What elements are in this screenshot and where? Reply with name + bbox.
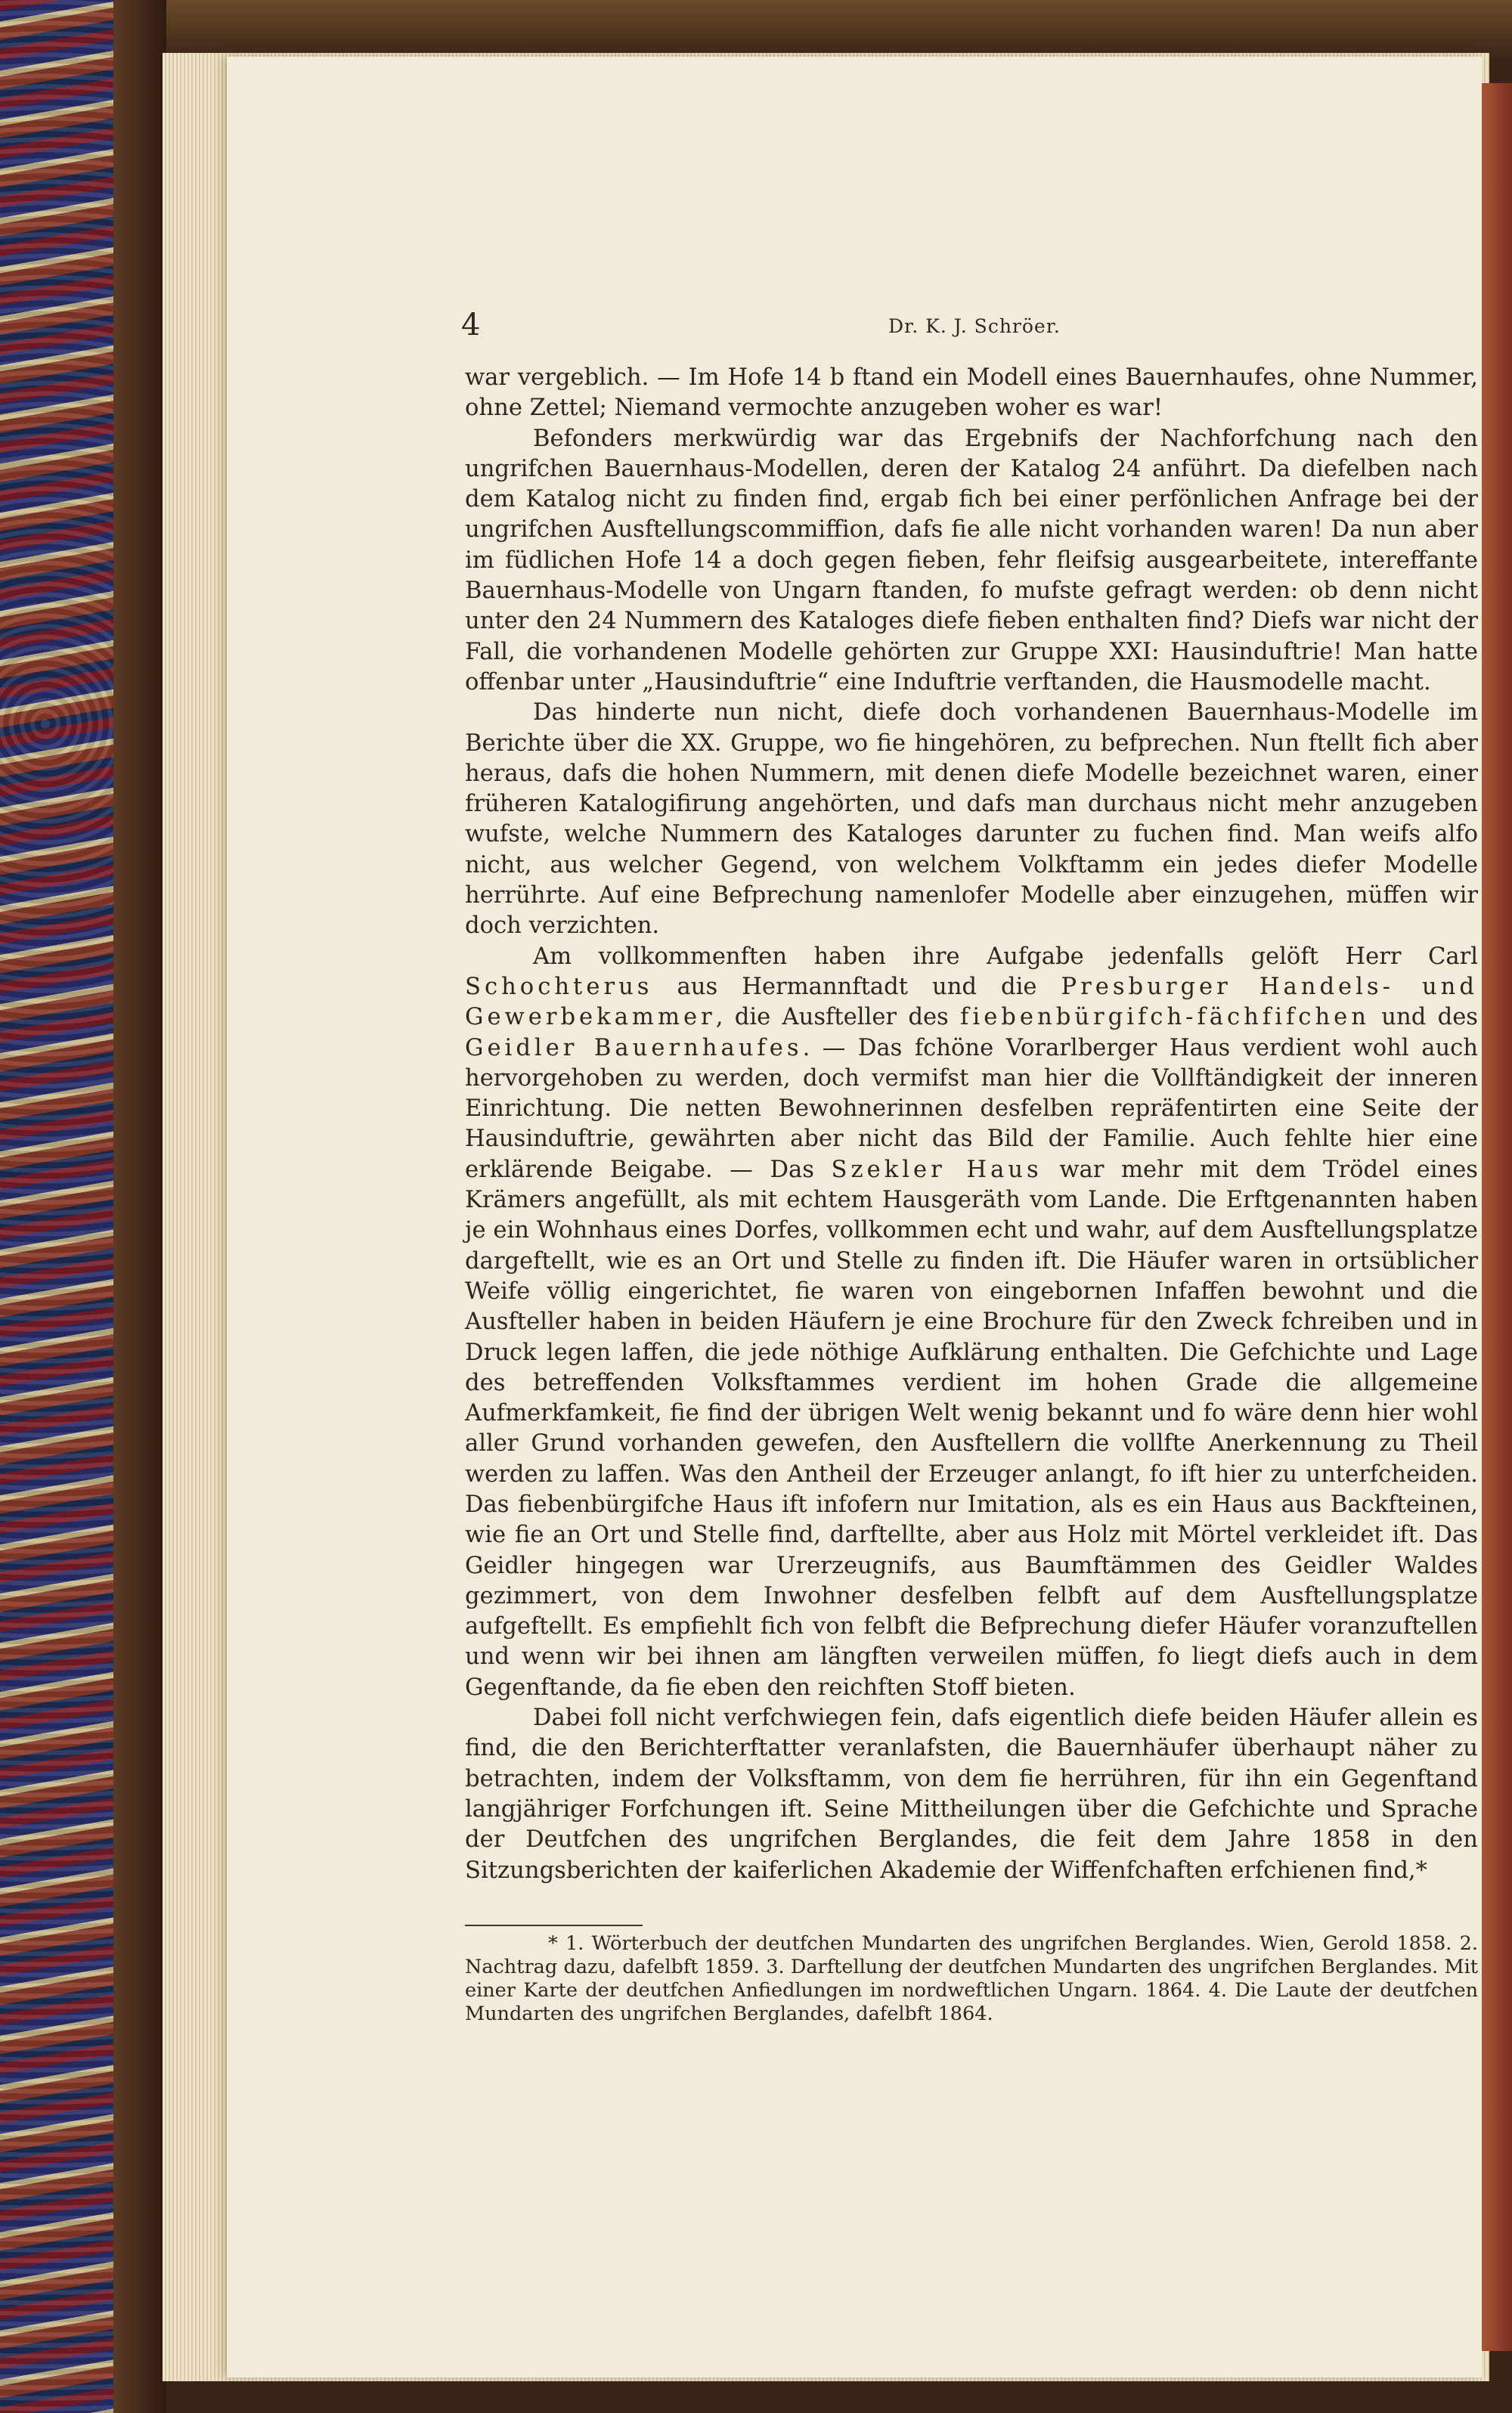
p4-text-e: . — Das fchöne Vorarlberger Haus verdient wohl auch hervorgehoben zu werden, doch vermifst man hier die Vollftändigkeit der inneren Einrichtung. Die netten Bewohnerinnen desfelben repräfentirten eine Seite der Hausinduftrie, gewährten aber nicht das Bild der Familie. Auch fehlte hier eine erklärende Beigabe. — Das bbox=[465, 1034, 1478, 1183]
running-title: Dr. K. J. Schröer. bbox=[888, 315, 1061, 337]
p4-name-geidler: Geidler Bauernhaufes bbox=[465, 1034, 803, 1061]
page-header bbox=[461, 306, 1066, 352]
page-number: 4 bbox=[461, 308, 481, 342]
p4-name-schochterus: Schochterus bbox=[465, 973, 653, 1000]
paragraph-2: Befonders merkwürdig war das Ergebnifs der Nachforfchung nach den ungrifchen Bauernhaus-Modellen, deren der Katalog 24 anführt. Da diefelben nach dem Katalog nicht zu finden find, ergab fich bei einer perfönlichen Anfrage bei der ungrifchen Ausftellungscommiffion, dafs fie alle nicht vorhanden waren! Da nun aber im füdlichen Hofe 14 a doch gegen fieben, fehr fleifsig ausgearbeitete, intereffante Bauernhaus-Modelle von Ungarn ftanden, fo mufste gefragt werden: ob denn nicht unter den 24 Nummern des Kataloges diefe fieben enthalten find? Diefs war nicht der Fall, die vorhandenen Modelle gehörten zur Gruppe XXI: Hausinduftrie! Man hatte offenbar unter „Hausinduftrie“ eine Induftrie verftanden, die Hausmodelle macht. bbox=[465, 425, 1478, 695]
paragraph-5: Dabei foll nicht verfchwiegen fein, dafs eigentlich diefe beiden Häufer allein es find, die den Berichterftatter veranlafsten, die Bauernhäufer überhaupt näher zu betrachten, indem der Volksftamm, von dem fie herrühren, für ihn ein Gegenftand langjähriger Forfchungen ift. Seine Mittheilungen über die Gefchichte und Sprache der Deutfchen des ungrifchen Berglandes, die feit dem Jahre 1858 in den Sitzungsberichten der kaiferlichen Akademie der Wiffenfchaften erfchienen find,* bbox=[465, 1705, 1478, 1884]
body-text bbox=[465, 363, 1478, 1886]
p4-text-c: , die Ausfteller des bbox=[715, 1004, 949, 1031]
footnote bbox=[465, 1932, 1478, 2026]
p4-text-d: und des bbox=[1381, 1004, 1478, 1031]
book-top-edge bbox=[0, 0, 1512, 60]
p4-name-szekler: Szekler Haus bbox=[831, 1156, 1043, 1183]
book-cover-right bbox=[1478, 83, 1512, 2351]
footnote-rule bbox=[465, 1925, 643, 1926]
paragraph-3: Das hinderte nun nicht, diefe doch vorhandenen Bauernhaus-Modelle im Berichte über die XX. Gruppe, wo fie hingehören, zu befprechen. Nun ftellt fich aber heraus, dafs die hohen Nummern, mit denen diefe Modelle bezeichnet waren, einer früheren Katalogifirung angehörten, und dafs man durchaus nicht mehr anzugeben wufste, welche Nummern des Kataloges darunter zu fuchen find. Man weifs alfo nicht, aus welcher Gegend, von welchem Volkftamm ein jedes diefer Modelle herrührte. Auf eine Befprechung namenlofer Modelle aber einzugehen, müffen wir doch verzichten. bbox=[465, 699, 1478, 940]
p4-name-presburger: Presburger Handels- und Gewerbekammer bbox=[465, 973, 1478, 1031]
p4-text-a: Am vollkommenften haben ihre Aufgabe jedenfalls gelöft Herr Carl bbox=[533, 943, 1478, 970]
p4-text-f: war mehr mit dem Trödel eines Krämers angefüllt, als mit echtem Hausgeräth vom Lande. Die Erftgenannten haben je ein Wohnhaus eines Dorfes, vollkommen echt und wahr, auf dem Ausftellungsplatze dargeftellt, wie es an Ort und Stelle zu finden ift. Die Häufer waren in ortsüblicher Weife völlig eingerichtet, fie waren von eingebornen Infaffen bewohnt und die Ausfteller haben in beiden Häufern je eine Brochure für den Zweck fchreiben und in Druck legen laffen, die jede nöthige Aufklärung enthalten. Die Gefchichte und Lage des betreffenden Volksftammes verdient im hohen Grade die allgemeine Aufmerkfamkeit, fie find der übrigen Welt wenig bekannt und fo wäre denn hier wohl aller Grund vorhanden gewefen, den Ausftellern die vollfte Anerkennung zu Theil werden zu laffen. Was den Antheil der Erzeuger anlangt, fo ift hier zu unterfcheiden. Das fiebenbürgifche Haus ift infofern nur Imitation, als es ein Haus aus Backfteinen, wie fie an Ort und Stelle find, darftellte, aber aus Holz mit Mörtel verkleidet ift. Das Geidler hingegen war Urerzeugnifs, aus Baumftämmen des Geidler Waldes gezimmert, von dem Inwohner desfelben felbft auf dem Ausftellungsplatze aufgeftellt. Es empfiehlt fich von felbft die Befprechung diefer Häufer voranzuftellen und wenn wir bei ihnen am längften verweilen müffen, fo liegt diefs auch in dem Gegenftande, da fie eben den reichften Stoff bieten. bbox=[465, 1156, 1478, 1701]
marbled-endpaper bbox=[0, 0, 113, 2413]
footnote-text: * 1. Wörterbuch der deutfchen Mundarten des ungrifchen Berglandes. Wien, Gerold 1858. 2. Nachtrag dazu, dafelbft 1859. 3. Darftellung der deutfchen Mundarten des ungrifchen Berglandes. Mit einer Karte der deutfchen Anfiedlungen im nordweftlichen Ungarn. 1864. 4. Die Laute der deutfchen Mundarten des ungrifchen Berglandes, dafelbft 1864. bbox=[465, 1932, 1478, 2025]
paragraph-4 bbox=[465, 942, 1478, 1703]
p4-text-b: aus Hermannftadt und die bbox=[677, 973, 1037, 1000]
paragraph-1: war vergeblich. — Im Hofe 14 b ftand ein Modell eines Bauernhaufes, ohne Nummer, ohne Zettel; Niemand vermochte anzugeben woher es war! bbox=[465, 364, 1478, 422]
p4-name-siebenbuergisch: fiebenbürgifch-fächfifchen bbox=[960, 1004, 1370, 1031]
book-board-edge bbox=[113, 0, 166, 2413]
